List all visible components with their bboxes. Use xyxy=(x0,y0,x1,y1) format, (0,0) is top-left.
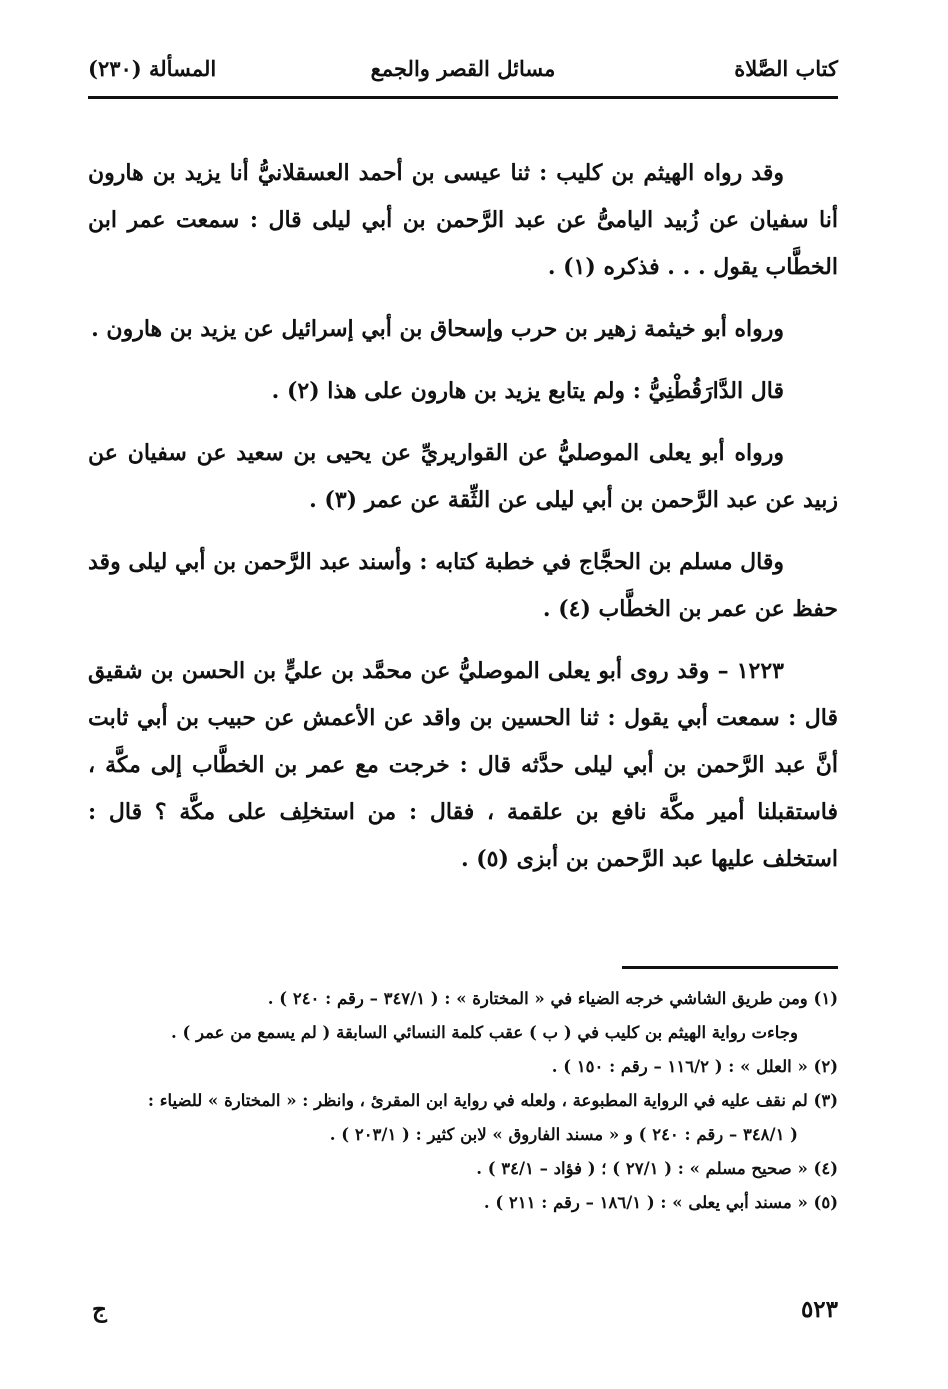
paragraph: ورواه أبو خيثمة زهير بن حرب وإسحاق بن أبي إسرائيل عن يزيد بن هارون . xyxy=(91,316,784,342)
footnote-3: (٣) لم نقف عليه في الرواية المطبوعة ، ولعله في رواية ابن المقرئ ، وانظر : « المختارة » للضياء : xyxy=(147,1091,838,1110)
footnote-5: (٥) « مسند أبي يعلى » : ( ١٨٦/١ – رقم : ٢١١ ) . xyxy=(483,1193,838,1212)
header-issue-number: المسألة (٢٣٠) xyxy=(88,56,217,81)
header-divider xyxy=(88,96,838,99)
paragraph: وقد رواه الهيثم بن كليب : ثنا عيسى بن أحمد العسقلانيُّ أنا يزيد بن هارون أنا سفيان عن زُبيد اليامىُّ عن عبد الرَّحمن بن أبي ليلى قال : سمعت عمر ابن الخطَّاب يقول . . . فذكره (١) . xyxy=(88,160,838,280)
footnote-divider xyxy=(622,966,838,969)
running-header xyxy=(88,52,838,92)
paragraph: ورواه أبو يعلى الموصليُّ عن القواريريِّ عن يحيى بن سعيد عن سفيان عن زبيد عن عبد الرَّحمن بن أبي ليلى عن الثِّقة عن عمر (٣) . xyxy=(88,440,838,513)
footnote-3-continuation: ( ٣٤٨/١ – رقم : ٢٤٠ ) و « مسند الفاروق » لابن كثير : ( ٢٠٣/١ ) . xyxy=(329,1125,798,1144)
header-chapter-title: مسائل القصر والجمع xyxy=(370,56,556,81)
hadith-number: ١٢٢٣ xyxy=(736,658,784,684)
footnote-4: (٤) « صحيح مسلم » : ( ٢٧/١ ) ؛ ( فؤاد – ٣٤/١ ) . xyxy=(476,1159,838,1178)
hadith-text: – وقد روى أبو يعلى الموصليُّ عن محمَّد بن عليٍّ بن الحسن بن شقيق قال : سمعت أبي يقول : ثنا الحسين بن واقد عن الأعمش عن حبيب بن أبي ثابت أنَّ عبد الرَّحمن بن أبي ليلى حدَّثه قال : خرجت مع عمر بن الخطَّاب إلى مكَّة ، فاستقبلنا أمير مكَّة نافع بن علقمة ، فقال : من استخلِف على مكَّة ؟ قال : استخلف عليها عبد الرَّحمن بن أبزى (٥) . xyxy=(88,658,838,872)
footnotes xyxy=(88,982,838,1220)
printer-signature-letter: ج xyxy=(92,1296,107,1323)
footnote-1: (١) ومن طريق الشاشي خرجه الضياء في « المختارة » : ( ٣٤٧/١ – رقم : ٢٤٠ ) . xyxy=(267,989,838,1008)
page-number: ٥٢٣ xyxy=(800,1296,838,1323)
numbered-paragraph xyxy=(88,648,838,883)
footnote-1-continuation: وجاءت رواية الهيثم بن كليب في ( ب ) عقب كلمة النسائي السابقة ( لم يسمع من عمر ) . xyxy=(171,1023,798,1042)
footnote-2: (٢) « العلل » : ( ١١٦/٢ – رقم : ١٥٠ ) . xyxy=(551,1057,838,1076)
paragraph: قال الدَّارَقُطْنِيُّ : ولم يتابع يزيد بن هارون على هذا (٢) . xyxy=(271,378,784,404)
main-text xyxy=(88,150,838,898)
header-book-title: كتاب الصَّلاة xyxy=(734,56,838,81)
paragraph: وقال مسلم بن الحجَّاج في خطبة كتابه : وأسند عبد الرَّحمن بن أبي ليلى وقد حفظ عن عمر بن الخطَّاب (٤) . xyxy=(88,549,838,622)
